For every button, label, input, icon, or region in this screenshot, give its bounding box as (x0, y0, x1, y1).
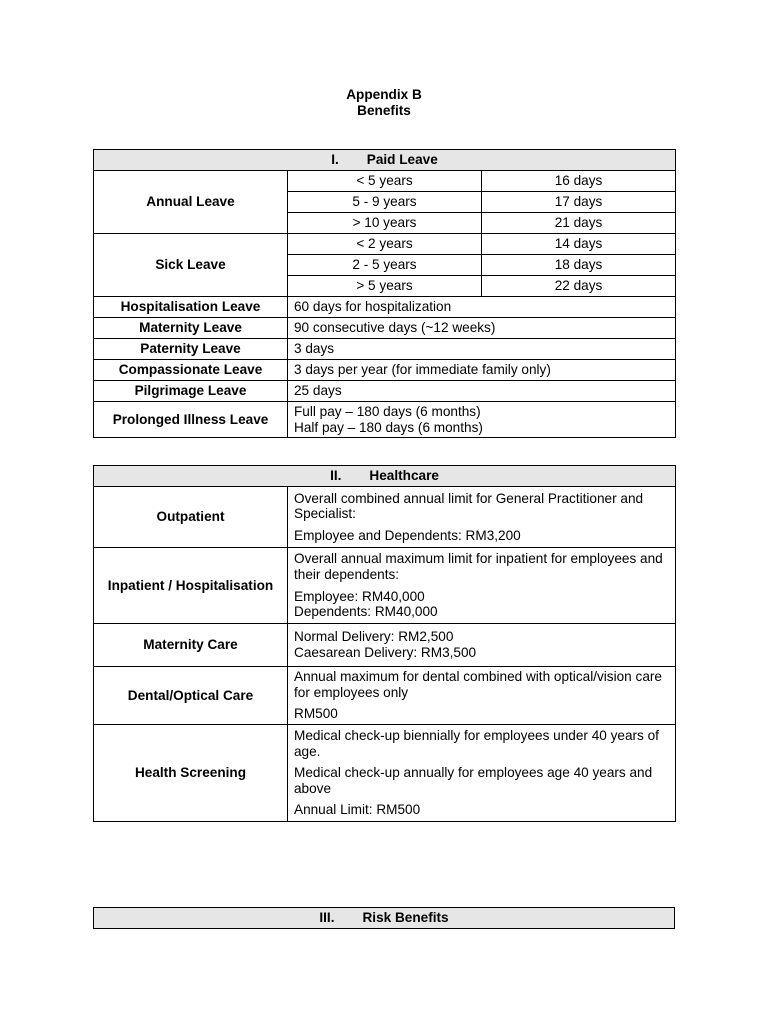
screening-biennial-text: Medical check-up biennially for employees under 40 years of age. (294, 728, 659, 759)
leave-days: 16 days (482, 171, 676, 192)
table-row (94, 725, 676, 822)
leave-days: 18 days (482, 255, 676, 276)
maternity-leave-label: Maternity Leave (94, 318, 288, 339)
prolonged-illness-leave-label: Prolonged Illness Leave (94, 402, 288, 438)
section-number: III. (319, 910, 335, 926)
table-row (94, 548, 676, 624)
pilgrimage-leave-value: 25 days (288, 381, 676, 402)
leave-days: 22 days (482, 276, 676, 297)
table-row (94, 667, 676, 725)
paternity-leave-label: Paternity Leave (94, 339, 288, 360)
inpatient-value (288, 548, 676, 624)
service-years: 5 - 9 years (288, 192, 482, 213)
hospitalisation-leave-label: Hospitalisation Leave (94, 297, 288, 318)
compassionate-leave-label: Compassionate Leave (94, 360, 288, 381)
leave-days: 21 days (482, 213, 676, 234)
benefits-heading: Benefits (357, 103, 411, 118)
table-row (94, 318, 676, 339)
inpatient-dependents-text: Dependents: RM40,000 (294, 604, 438, 620)
screening-annual-text: Medical check-up annually for employees age 40 years and above (294, 765, 653, 796)
inpatient-limit-text: Overall annual maximum limit for inpatient for employees and their dependents: (294, 551, 663, 582)
outpatient-limit-text: Overall combined annual limit for General Practitioner and Specialist: (294, 490, 644, 522)
table-row (94, 297, 676, 318)
dental-limit-text: Annual maximum for dental combined with optical/vision care for employees only (294, 669, 662, 700)
paid-leave-table (93, 149, 676, 438)
half-pay-line: Half pay – 180 days (6 months) (294, 419, 483, 435)
service-years: < 5 years (288, 171, 482, 192)
healthcare-header (94, 466, 676, 487)
section-number: II. (330, 468, 342, 484)
table-row (94, 360, 676, 381)
service-years: > 10 years (288, 213, 482, 234)
outpatient-amount-text: Employee and Dependents: RM3,200 (294, 527, 521, 543)
sick-leave-label: Sick Leave (94, 234, 288, 297)
dental-optical-label: Dental/Optical Care (94, 667, 288, 725)
prolonged-illness-leave-value (288, 402, 676, 438)
section-title: Paid Leave (366, 152, 438, 168)
table-row (94, 339, 676, 360)
paternity-leave-value: 3 days (288, 339, 676, 360)
table-row (94, 234, 676, 255)
table-row (94, 381, 676, 402)
maternity-leave-value: 90 consecutive days (~12 weeks) (288, 318, 676, 339)
maternity-care-value (288, 624, 676, 667)
service-years: > 5 years (288, 276, 482, 297)
service-years: 2 - 5 years (288, 255, 482, 276)
health-screening-value (288, 725, 676, 822)
table-row (94, 487, 676, 548)
annual-leave-label: Annual Leave (94, 171, 288, 234)
outpatient-value (288, 487, 676, 548)
risk-benefits-header (94, 908, 675, 929)
table-row (94, 171, 676, 192)
screening-limit-text: Annual Limit: RM500 (294, 802, 421, 818)
maternity-care-label: Maternity Care (94, 624, 288, 667)
risk-benefits-table (93, 907, 675, 929)
leave-days: 17 days (482, 192, 676, 213)
section-title: Healthcare (369, 468, 439, 484)
inpatient-employee-text: Employee: RM40,000 (294, 588, 425, 604)
inpatient-label: Inpatient / Hospitalisation (94, 548, 288, 624)
dental-optical-value (288, 667, 676, 725)
pilgrimage-leave-label: Pilgrimage Leave (94, 381, 288, 402)
compassionate-leave-value: 3 days per year (for immediate family only) (288, 360, 676, 381)
hospitalisation-leave-value: 60 days for hospitalization (288, 297, 676, 318)
normal-delivery-text: Normal Delivery: RM2,500 (294, 629, 454, 645)
outpatient-label: Outpatient (94, 487, 288, 548)
paid-leave-header (94, 150, 676, 171)
caesarean-delivery-text: Caesarean Delivery: RM3,500 (294, 645, 477, 660)
section-number: I. (331, 152, 339, 168)
full-pay-line: Full pay – 180 days (6 months) (294, 403, 481, 419)
appendix-heading: Appendix B (346, 87, 422, 102)
dental-amount-text: RM500 (294, 706, 338, 722)
healthcare-table (93, 465, 676, 822)
table-row (94, 402, 676, 438)
section-title: Risk Benefits (362, 910, 449, 926)
table-row (94, 624, 676, 667)
leave-days: 14 days (482, 234, 676, 255)
health-screening-label: Health Screening (94, 725, 288, 822)
service-years: < 2 years (288, 234, 482, 255)
document-title (0, 87, 768, 119)
